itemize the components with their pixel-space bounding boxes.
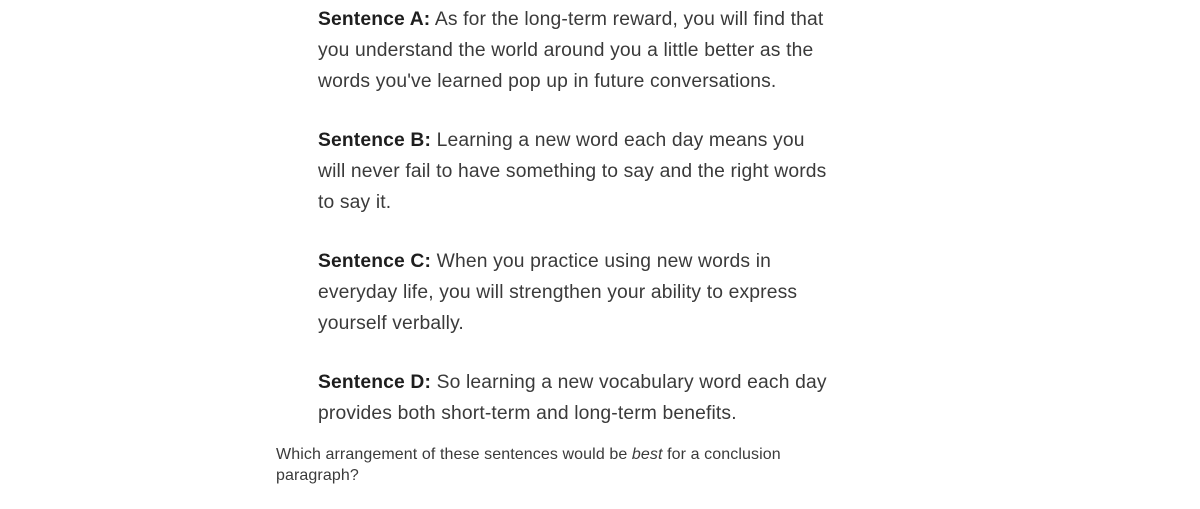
- sentence-d-line-2: provides both short-term and long-term benefits.: [318, 403, 737, 424]
- sentence-d-line-1: So learning a new vocabulary word each day: [431, 372, 827, 393]
- question-prompt: [276, 444, 781, 486]
- sentence-b-line-2: will never fail to have something to say and the right words: [318, 161, 827, 182]
- question-prefix: Which arrangement of these sentences would be: [276, 446, 632, 463]
- sentence-a-label: Sentence A:: [318, 9, 431, 30]
- question-line-2: paragraph?: [276, 467, 359, 484]
- sentence-b-paragraph: [318, 125, 826, 218]
- sentence-b-line-1: Learning a new word each day means you: [431, 130, 805, 151]
- sentence-a-line-3: words you've learned pop up in future conversations.: [318, 71, 777, 92]
- sentence-c-line-1: When you practice using new words in: [431, 251, 772, 272]
- sentence-b-line-3: to say it.: [318, 192, 392, 213]
- sentence-d-paragraph: [318, 367, 827, 429]
- sentence-c-line-3: yourself verbally.: [318, 313, 464, 334]
- question-suffix-line-1: for a conclusion: [662, 446, 781, 463]
- sentence-a-line-2: you understand the world around you a little better as the: [318, 40, 814, 61]
- sentence-a-paragraph: [318, 4, 823, 97]
- sentence-a-line-1: As for the long-term reward, you will find that: [430, 9, 824, 30]
- sentence-c-label: Sentence C:: [318, 251, 432, 272]
- sentence-c-paragraph: [318, 246, 797, 339]
- sentence-b-label: Sentence B:: [318, 130, 432, 151]
- question-emphasis: best: [631, 446, 663, 463]
- sentence-d-label: Sentence D:: [318, 372, 432, 393]
- sentence-c-line-2: everyday life, you will strengthen your ability to express: [318, 282, 798, 303]
